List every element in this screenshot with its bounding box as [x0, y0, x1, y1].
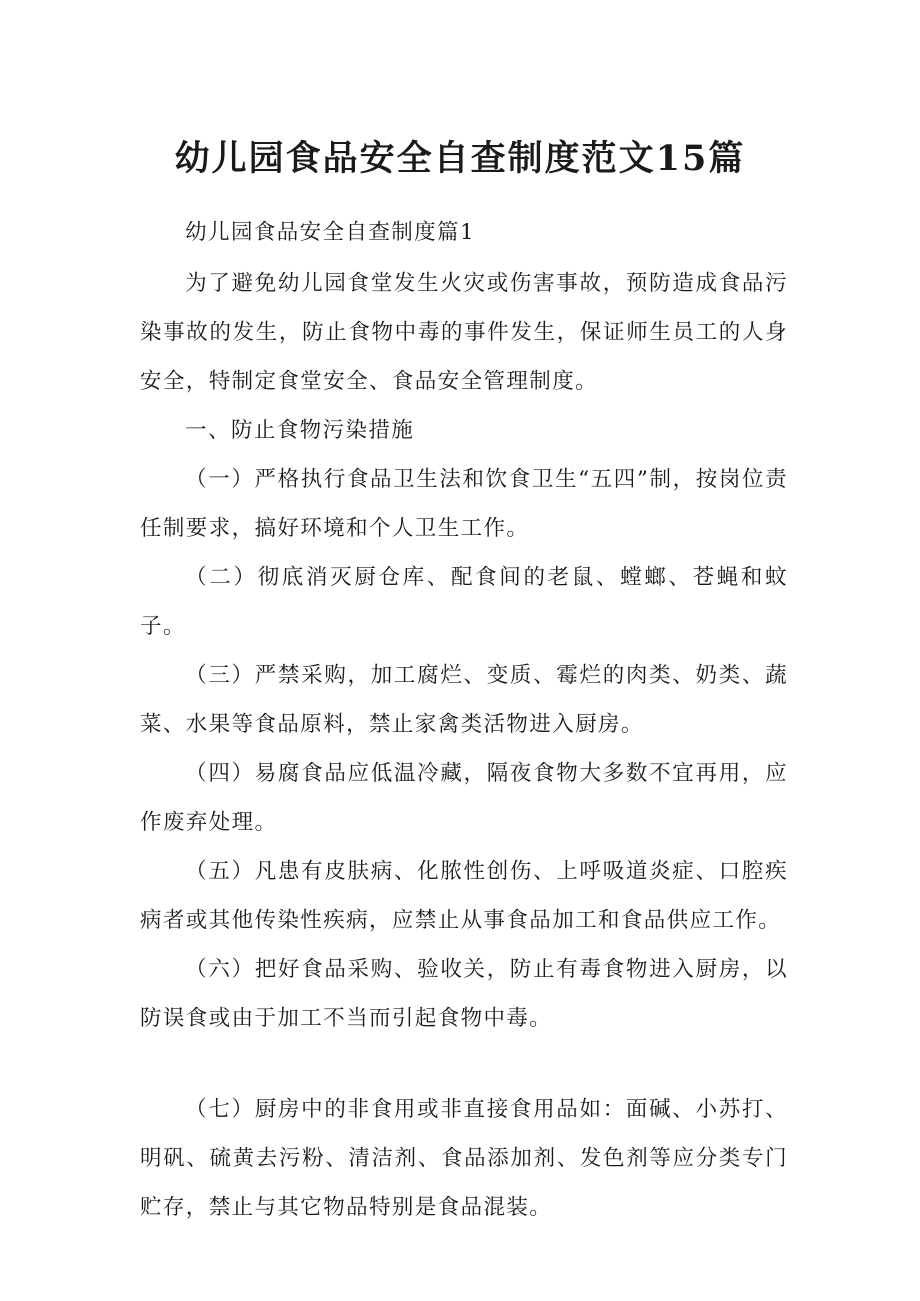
list-item: （七）厨房中的非食用或非直接食用品如：面碱、小苏打、明矾、硫黄去污粉、清洁剂、食品添加剂、发色剂等应分类专门贮存，禁止与其它物品特别是食品混装。	[140, 1097, 788, 1220]
intro-paragraph: 为了避免幼儿园食堂发生火灾或伤害事故，预防造成食品污染事故的发生，防止食物中毒的事件发生，保证师生员工的人身安全，特制定食堂安全、食品安全管理制度。	[140, 271, 788, 394]
list-item: （二）彻底消灭厨仓库、配食间的老鼠、螳螂、苍蝇和蚊子。	[140, 565, 788, 639]
list-item: （三）严禁采购，加工腐烂、变质、霉烂的肉类、奶类、蔬菜、水果等食品原料，禁止家禽类活物进入厨房。	[140, 663, 788, 737]
document-title: 幼儿园食品安全自查制度范文15篇	[174, 138, 746, 180]
list-item: （四）易腐食品应低温冷藏，隔夜食物大多数不宜再用，应作废弃处理。	[140, 761, 788, 835]
list-item: （一）严格执行食品卫生法和饮食卫生“五四”制，按岗位责任制要求，搞好环境和个人卫生工作。	[140, 467, 788, 541]
list-item: （五）凡患有皮肤病、化脓性创伤、上呼吸道炎症、口腔疾病者或其他传染性疾病，应禁止从事食品加工和食品供应工作。	[140, 859, 788, 933]
section-heading: 一、防止食物污染措施	[185, 418, 415, 443]
article-subtitle: 幼儿园食品安全自查制度篇1	[185, 220, 476, 245]
list-item: （六）把好食品采购、验收关，防止有毒食物进入厨房，以防误食或由于加工不当而引起食物中毒。	[140, 957, 788, 1031]
document-body	[140, 208, 788, 1232]
